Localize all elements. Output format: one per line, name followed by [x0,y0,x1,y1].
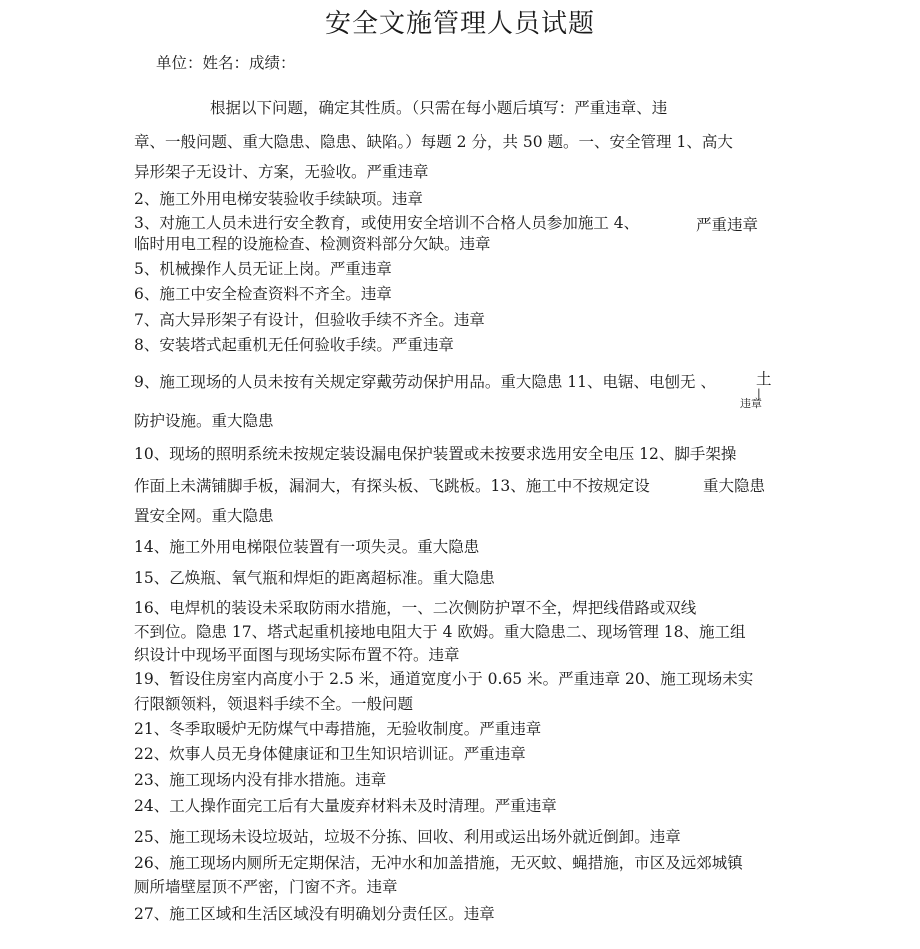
question-24: 24、工人操作面完工后有大量废弃材料未及时清理。严重违章 [134,797,557,815]
question-9: 9、施工现场的人员未按有关规定穿戴劳动保护用品。重大隐患 11、电锯、电刨无 、 [134,373,716,391]
question-9-mark: | [757,387,761,400]
question-20-cont: 行限额领料，领退料手续不全。一般问题 [134,695,414,713]
question-2: 2、施工外用电梯安装验收手续缺项。违章 [134,190,423,208]
question-9-tail: 土 [756,370,772,388]
question-25: 25、施工现场未设垃圾站，垃圾不分拣、回收、利用或运出场外就近倒卸。违章 [134,828,681,846]
question-27: 27、施工区域和生活区域没有明确划分责任区。违章 [134,905,495,923]
question-15: 15、乙焕瓶、氧气瓶和焊炬的距离超标准。重大隐患 [134,569,495,587]
question-5: 5、机械操作人员无证上岗。严重违章 [134,260,392,278]
question-16: 16、电焊机的装设未采取防雨水措施，一、二次侧防护罩不全，焊把线借路或双线 [134,599,697,617]
intro-line-1: 根据以下问题，确定其性质。（只需在每小题后填写：严重违章、违 [210,99,668,117]
question-3-answer: 严重违章 [696,216,759,234]
question-19: 19、暂设住房室内高度小于 2.5 米，通道宽度小于 0.65 米。严重违章 20、施工现场未实 [134,670,754,688]
question-8: 8、安装塔式起重机无任何验收手续。严重违章 [134,336,454,354]
intro-line-2: 章、一般问题、重大隐患、隐患、缺陷。）每题 2 分，共 50 题。一、安全管理 1、高大 [134,133,733,151]
meta-fields: 单位：姓名：成绩： [156,54,296,72]
question-9-small-answer: 违章 [740,397,762,410]
question-16-cont: 不到位。隐患 17、塔式起重机接地电阻大于 4 欧姆。重大隐患二、现场管理 18、施工组 [134,623,746,641]
question-7: 7、高大异形架子有设计，但验收手续不齐全。违章 [134,311,485,329]
question-22: 22、炊事人员无身体健康证和卫生知识培训证。严重违章 [134,745,526,763]
question-26: 26、施工现场内厕所无定期保洁，无冲水和加盖措施，无灭蚊、蝇措施，市区及远郊城镇 [134,854,743,872]
question-18-cont: 织设计中现场平面图与现场实际布置不符。违章 [134,646,460,664]
question-4: 临时用电工程的设施检查、检测资料部分欠缺。违章 [134,235,491,253]
question-21: 21、冬季取暖炉无防煤气中毒措施，无验收制度。严重违章 [134,720,542,738]
question-26-cont: 厕所墙壁屋顶不严密，门窗不齐。违章 [134,878,398,896]
question-14: 14、施工外用电梯限位装置有一项失灵。重大隐患 [134,538,480,556]
question-3: 3、对施工人员未进行安全教育，或使用安全培训不合格人员参加施工 4、 [134,214,640,232]
page-title: 安全文施管理人员试题 [324,9,595,39]
question-13-cont: 置安全网。重大隐患 [134,507,274,525]
question-11-cont: 防护设施。重大隐患 [134,412,274,430]
question-12-cont: 作面上未满铺脚手板，漏洞大，有探头板、飞跳板。13、施工中不按规定设 [134,477,650,495]
question-1-cont: 异形架子无设计、方案，无验收。严重违章 [134,163,429,181]
question-23: 23、施工现场内没有排水措施。违章 [134,771,387,789]
question-13-answer: 重大隐患 [703,477,766,495]
question-6: 6、施工中安全检查资料不齐全。违章 [134,285,392,303]
question-10: 10、现场的照明系统未按规定装设漏电保护装置或未按要求选用安全电压 12、脚手架操 [134,445,737,463]
